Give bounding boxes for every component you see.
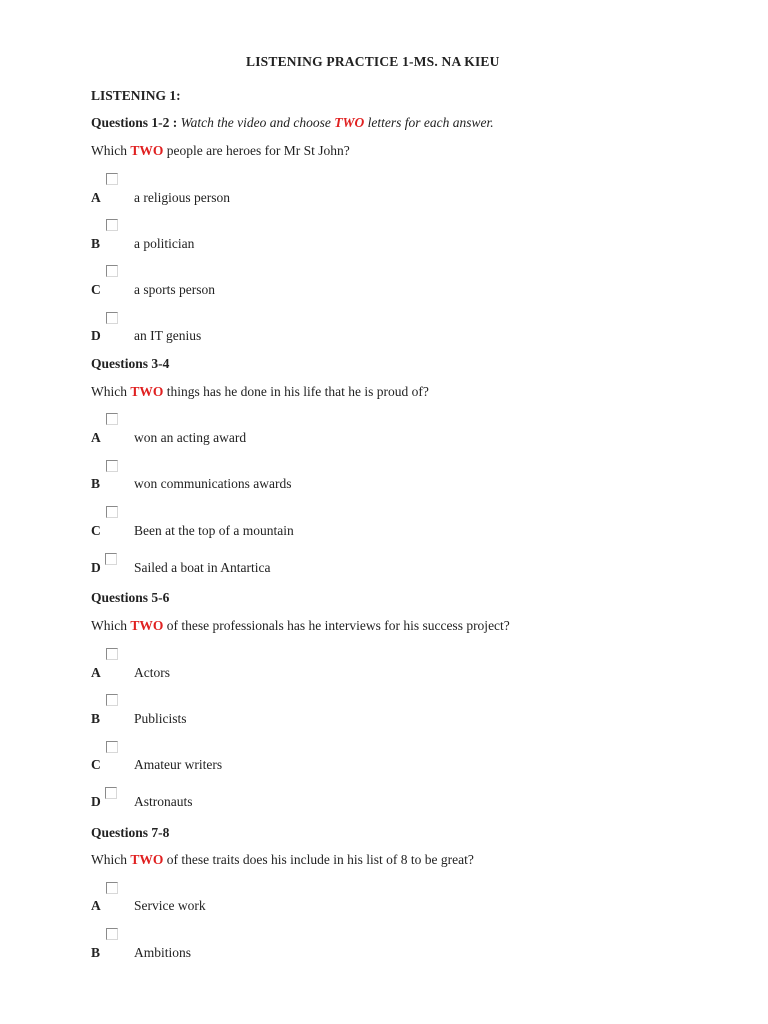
question-text: Which	[91, 384, 131, 399]
option-letter: A	[91, 190, 101, 205]
option-text: a religious person	[134, 190, 230, 205]
checkbox-q1-c[interactable]	[106, 265, 118, 277]
option-text: an IT genius	[134, 328, 202, 343]
option-text: Astronauts	[134, 794, 193, 809]
document-title: LISTENING PRACTICE 1-MS. NA KIEU	[246, 54, 500, 69]
option-text: a sports person	[134, 282, 215, 297]
option-letter: D	[91, 560, 101, 575]
checkbox-q7-b[interactable]	[106, 928, 118, 940]
option-text: Ambitions	[134, 945, 192, 960]
option-letter: D	[91, 794, 101, 809]
question-text: Which	[91, 143, 131, 158]
question-5-6-prompt	[91, 618, 510, 634]
option-letter: B	[91, 711, 101, 726]
question-group-heading: Questions 1-2	[91, 115, 170, 130]
option-letter: A	[91, 430, 101, 445]
question-1-2-prompt	[91, 143, 350, 159]
question-text: Which	[91, 618, 131, 633]
option-text: won an acting award	[134, 430, 247, 445]
option-letter: C	[91, 282, 101, 297]
option-text: Service work	[134, 898, 206, 913]
question-group-heading: Questions 3-4	[91, 356, 170, 371]
instruction-text-end: letters for each answer.	[364, 115, 494, 130]
question-text-end: of these traits does his include in his list of 8 to be great?	[163, 852, 474, 867]
section-title: LISTENING 1:	[91, 88, 181, 103]
question-text-end: people are heroes for Mr St John?	[163, 143, 350, 158]
option-text: Actors	[134, 665, 170, 680]
checkbox-q5-b[interactable]	[106, 694, 118, 706]
option-text: Been at the top of a mountain	[134, 523, 294, 538]
question-emphasis: TWO	[130, 618, 164, 633]
question-7-8-prompt	[91, 852, 474, 868]
checkbox-q1-d[interactable]	[106, 312, 118, 324]
question-group-1-instructions	[91, 115, 494, 131]
question-text-end: of these professionals has he interviews for his success project?	[163, 618, 510, 633]
question-group-heading: Questions 7-8	[91, 825, 170, 840]
checkbox-q5-c[interactable]	[106, 741, 118, 753]
option-letter: A	[91, 898, 101, 913]
checkbox-q5-d[interactable]	[105, 787, 117, 799]
checkbox-q3-c[interactable]	[106, 506, 118, 518]
option-text: won communications awards	[134, 476, 292, 491]
checkbox-q3-a[interactable]	[106, 413, 118, 425]
option-letter: B	[91, 945, 101, 960]
checkbox-q3-d[interactable]	[105, 553, 117, 565]
checkbox-q7-a[interactable]	[106, 882, 118, 894]
option-letter: B	[91, 236, 101, 251]
option-letter: A	[91, 665, 101, 680]
heading-separator: :	[169, 115, 178, 130]
question-emphasis: TWO	[130, 143, 164, 158]
question-emphasis: TWO	[130, 384, 164, 399]
option-letter: D	[91, 328, 101, 343]
question-text: Which	[91, 852, 131, 867]
instruction-text: Watch the video and choose	[180, 115, 335, 130]
checkbox-q3-b[interactable]	[106, 460, 118, 472]
option-text: a politician	[134, 236, 195, 251]
option-text: Amateur writers	[134, 757, 223, 772]
option-letter: C	[91, 523, 101, 538]
instruction-emphasis: TWO	[334, 115, 365, 130]
question-3-4-prompt	[91, 384, 429, 400]
checkbox-q1-b[interactable]	[106, 219, 118, 231]
option-text: Publicists	[134, 711, 187, 726]
checkbox-q1-a[interactable]	[106, 173, 118, 185]
question-text-end: things has he done in his life that he is proud of?	[163, 384, 429, 399]
checkbox-q5-a[interactable]	[106, 648, 118, 660]
option-letter: B	[91, 476, 101, 491]
question-group-heading: Questions 5-6	[91, 590, 170, 605]
option-text: Sailed a boat in Antartica	[134, 560, 271, 575]
option-letter: C	[91, 757, 101, 772]
question-emphasis: TWO	[130, 852, 164, 867]
